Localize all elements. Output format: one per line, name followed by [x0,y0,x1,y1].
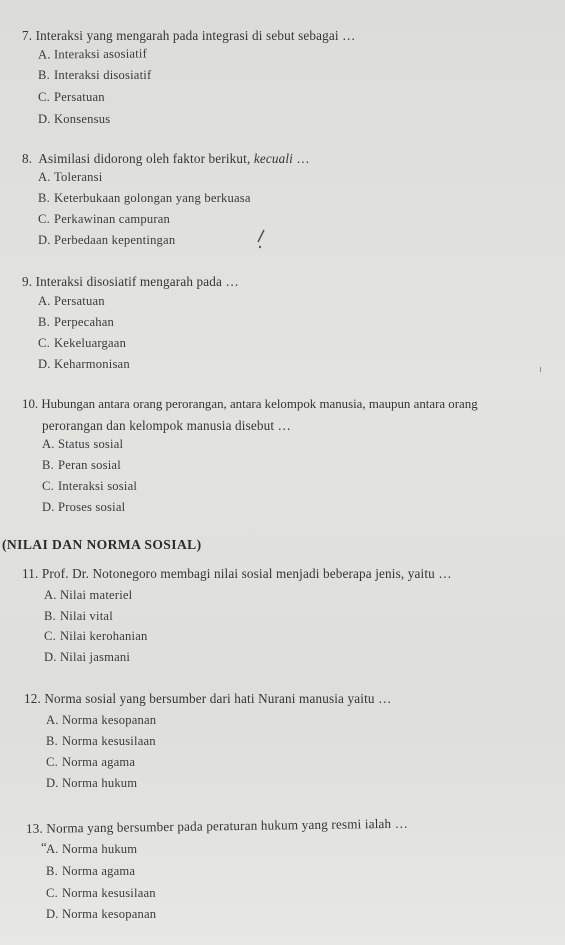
section-title: (NILAI DAN NORMA SOSIAL) [2,537,202,552]
q9-option-d: D. Keharmonisan [38,357,130,371]
q13-option-a: “ A. Norma hukum [41,839,138,856]
q7-option-b: B. Interaksi disosiatif [38,68,152,82]
q11-option-b: B. Nilai vital [44,609,113,623]
question-13: 13. Norma yang bersumber pada peraturan hukum yang resmi ialah … [25,815,409,836]
q7-option-a: A. Interaksi asosiatif [37,46,148,62]
question-12: 12. Norma sosial yang bersumber dari hati Nurani manusia yaitu … [24,691,392,706]
q12-option-c: C. Norma agama [46,755,136,769]
q11-option-c: C. Nilai kerohanian [44,629,148,643]
question-10-line-2: perorangan dan kelompok manusia disebut … [42,418,291,433]
q13-option-d: D. Norma kesopanan [46,907,157,921]
q8-option-c: C. Perkawinan campuran [38,212,171,226]
q13-option-b: B. Norma agama [46,864,136,878]
q9-option-b: B. Perpecahan [38,315,115,329]
q12-option-a: A. Norma kesopanan [46,713,157,727]
q9-option-c: C. Kekeluargaan [38,336,127,350]
pen-mark-icon [254,228,268,250]
question-10-line-1: 10. Hubungan antara orang perorangan, antara kelompok manusia, maupun antara orang [22,397,478,411]
q9-option-a: A. Persatuan [38,294,105,308]
question-11: 11. Prof. Dr. Notonegoro membagi nilai sosial menjadi beberapa jenis, yaitu … [22,566,452,581]
q11-option-a: A. Nilai materiel [44,588,133,602]
q12-option-d: D. Norma hukum [46,776,138,790]
q7-option-d: D. Konsensus [38,112,111,126]
q10-option-c: C. Interaksi sosial [42,479,138,493]
question-7: 7. Interaksi yang mengarah pada integrasi di sebut sebagai … [22,28,356,43]
question-9: 9. Interaksi disosiatif mengarah pada … [22,274,239,289]
q8-option-b: B. Keterbukaan golongan yang berkuasa [38,191,251,205]
q10-option-a: A. Status sosial [42,437,124,451]
answer-mark: “ [41,839,47,854]
q10-option-d: D. Proses sosial [42,500,126,514]
q13-option-c: C. Norma kesusilaan [46,886,156,900]
question-8: 8. Asimilasi didorong oleh faktor berikut, kecuali … [22,151,310,166]
q8-option-d: D. Perbedaan kepentingan [38,233,176,247]
speck-mark [540,367,541,372]
q7-option-c: C. Persatuan [38,90,105,104]
q10-option-b: B. Peran sosial [42,458,121,472]
q12-option-b: B. Norma kesusilaan [46,734,156,748]
q8-option-a: A. Toleransi [38,170,103,184]
q11-option-d: D. Nilai jasmani [44,650,131,664]
